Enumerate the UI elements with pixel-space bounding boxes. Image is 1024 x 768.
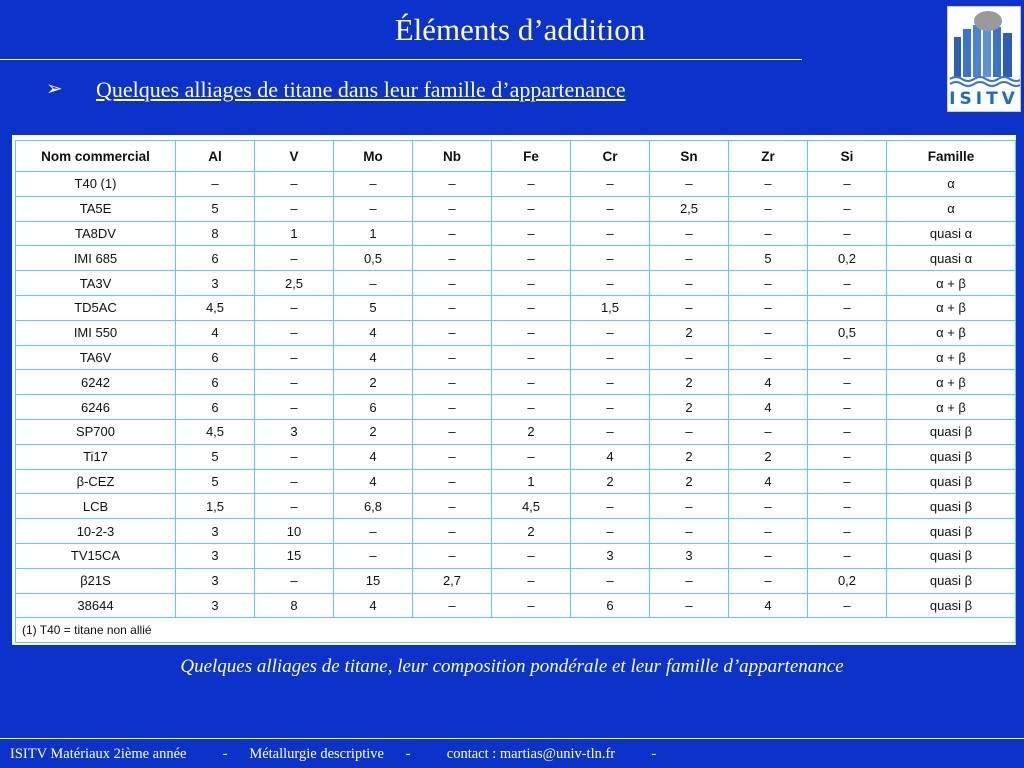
table-cell: – [334, 271, 413, 296]
arrow-bullet-icon: ➢ [46, 76, 63, 100]
table-cell: – [571, 494, 650, 519]
table-cell: – [255, 469, 334, 494]
table-cell: 6 [334, 395, 413, 420]
table-cell: – [255, 370, 334, 395]
table-cell: α + β [887, 370, 1016, 395]
table-cell: 2 [650, 320, 729, 345]
table-cell: quasi β [887, 469, 1016, 494]
alloy-name-cell: TA6V [16, 345, 176, 370]
table-cell: – [808, 345, 887, 370]
table-cell: – [255, 395, 334, 420]
table-cell: – [255, 295, 334, 320]
table-cell: – [808, 593, 887, 618]
table-cell: – [729, 568, 808, 593]
slide-subtitle: Quelques alliages de titane dans leur famille d’appartenance [96, 77, 626, 102]
table-cell: – [729, 345, 808, 370]
table-cell: – [413, 419, 492, 444]
table-row [16, 593, 1016, 618]
table-row [16, 196, 1016, 221]
table-cell: 2 [571, 469, 650, 494]
table-cell: – [729, 494, 808, 519]
table-cell: – [808, 444, 887, 469]
table-cell: – [650, 494, 729, 519]
footer-divider [0, 738, 1024, 739]
table-cell: – [729, 172, 808, 197]
table-cell: – [650, 221, 729, 246]
table-cell: 5 [176, 196, 255, 221]
table-cell: α + β [887, 345, 1016, 370]
table-cell: 0,5 [808, 320, 887, 345]
header-v: V [255, 141, 334, 172]
table-cell: – [492, 444, 571, 469]
alloy-name-cell: T40 (1) [16, 172, 176, 197]
alloy-name-cell: β21S [16, 568, 176, 593]
alloy-name-cell: TV15CA [16, 543, 176, 568]
table-cell: 3 [176, 568, 255, 593]
table-cell: 6 [176, 345, 255, 370]
alloy-name-cell: 6242 [16, 370, 176, 395]
table-cell: 3 [176, 543, 255, 568]
table-cell: 2 [650, 469, 729, 494]
table-row [16, 345, 1016, 370]
isitv-logo-icon [948, 7, 1020, 89]
table-cell: – [729, 543, 808, 568]
table-cell: – [729, 295, 808, 320]
table-cell: – [492, 246, 571, 271]
table-row [16, 494, 1016, 519]
table-cell: 5 [176, 444, 255, 469]
table-cell: – [808, 172, 887, 197]
table-cell: 1 [492, 469, 571, 494]
table-caption: Quelques alliages de titane, leur composition pondérale et leur famille d’appartenance [180, 656, 844, 677]
table-cell: 15 [255, 543, 334, 568]
table-cell: – [650, 593, 729, 618]
alloy-name-cell: TA8DV [16, 221, 176, 246]
table-cell: 3 [255, 419, 334, 444]
table-cell: α + β [887, 320, 1016, 345]
table-cell: – [571, 419, 650, 444]
table-cell: – [808, 221, 887, 246]
table-cell: – [176, 172, 255, 197]
header-mo: Mo [334, 141, 413, 172]
table-cell: – [492, 593, 571, 618]
table-cell: 2,5 [650, 196, 729, 221]
table-cell: – [571, 246, 650, 271]
alloy-name-cell: IMI 685 [16, 246, 176, 271]
header-famille: Famille [887, 141, 1016, 172]
table-row [16, 370, 1016, 395]
table-cell: – [413, 494, 492, 519]
table-cell: 1 [334, 221, 413, 246]
table-cell: 4 [729, 469, 808, 494]
table-cell: – [808, 395, 887, 420]
table-cell: 15 [334, 568, 413, 593]
table-cell: – [413, 271, 492, 296]
table-cell: – [492, 568, 571, 593]
header-zr: Zr [729, 141, 808, 172]
table-row [16, 221, 1016, 246]
header-fe: Fe [492, 141, 571, 172]
table-cell: – [492, 395, 571, 420]
table-cell: – [413, 221, 492, 246]
table-cell: – [808, 494, 887, 519]
table-cell: – [492, 345, 571, 370]
table-cell: 6,8 [334, 494, 413, 519]
table-cell: – [255, 444, 334, 469]
table-cell: quasi β [887, 419, 1016, 444]
table-cell: 2 [492, 419, 571, 444]
alloy-name-cell: TA3V [16, 271, 176, 296]
footer-text: ISITV Matériaux 2ième année - Métallurgie descriptive - contact : martias@univ-tln.fr - [10, 746, 657, 762]
table-cell: – [413, 543, 492, 568]
table-cell: α + β [887, 271, 1016, 296]
alloy-name-cell: TA5E [16, 196, 176, 221]
table-cell: 2 [334, 419, 413, 444]
table-cell: 5 [729, 246, 808, 271]
table-cell: quasi β [887, 593, 1016, 618]
table-cell: – [255, 246, 334, 271]
slide-title: Éléments d’addition [394, 12, 646, 47]
table-cell: 4 [729, 395, 808, 420]
table-cell: – [413, 444, 492, 469]
table-cell: 0,5 [334, 246, 413, 271]
table-cell: – [334, 519, 413, 544]
table-cell: – [255, 494, 334, 519]
table-cell: – [808, 295, 887, 320]
table-header-row [16, 141, 1016, 172]
table-cell: – [334, 196, 413, 221]
table-cell: – [650, 345, 729, 370]
table-cell: 4 [334, 320, 413, 345]
table-cell: 6 [571, 593, 650, 618]
table-cell: – [571, 345, 650, 370]
table-cell: – [571, 221, 650, 246]
table-cell: 4 [334, 345, 413, 370]
table-cell: – [492, 172, 571, 197]
table-note: (1) T40 = titane non allié [16, 618, 1016, 643]
table-cell: 4,5 [492, 494, 571, 519]
table-cell: – [650, 246, 729, 271]
table-cell: – [255, 196, 334, 221]
table-cell: 6 [176, 370, 255, 395]
table-cell: – [492, 196, 571, 221]
table-cell: – [413, 246, 492, 271]
table-cell: quasi β [887, 494, 1016, 519]
table-cell: – [808, 519, 887, 544]
table-cell: 2 [729, 444, 808, 469]
table-cell: – [808, 370, 887, 395]
table-cell: 6 [176, 246, 255, 271]
logo-text: ISITV [949, 89, 1019, 109]
table-cell: 3 [650, 543, 729, 568]
alloy-name-cell: LCB [16, 494, 176, 519]
table-row [16, 320, 1016, 345]
table-row [16, 543, 1016, 568]
table-cell: – [492, 320, 571, 345]
table-cell: 2 [334, 370, 413, 395]
table-cell: – [571, 172, 650, 197]
table-cell: 1 [255, 221, 334, 246]
table-note-row [16, 618, 1016, 643]
table-body [16, 172, 1016, 618]
table-cell: quasi β [887, 444, 1016, 469]
table-cell: 0,2 [808, 568, 887, 593]
table-row [16, 519, 1016, 544]
table-cell: – [571, 395, 650, 420]
isitv-logo [947, 6, 1021, 112]
alloy-table [15, 140, 1016, 643]
table-cell: – [492, 271, 571, 296]
table-row [16, 568, 1016, 593]
table-cell: – [255, 345, 334, 370]
table-cell: – [808, 543, 887, 568]
table-cell: α [887, 196, 1016, 221]
title-divider [0, 59, 802, 60]
header-al: Al [176, 141, 255, 172]
table-cell: 3 [176, 593, 255, 618]
table-cell: 4 [729, 370, 808, 395]
alloy-table-panel [12, 135, 1016, 645]
table-cell: – [255, 568, 334, 593]
header-nb: Nb [413, 141, 492, 172]
alloy-name-cell: Ti17 [16, 444, 176, 469]
table-cell: 4 [176, 320, 255, 345]
table-cell: – [413, 519, 492, 544]
table-cell: 4 [334, 593, 413, 618]
table-cell: α [887, 172, 1016, 197]
table-cell: – [729, 271, 808, 296]
table-cell: – [650, 295, 729, 320]
table-cell: α + β [887, 295, 1016, 320]
table-cell: – [571, 370, 650, 395]
table-cell: – [413, 196, 492, 221]
table-cell: – [808, 419, 887, 444]
table-cell: 6 [176, 395, 255, 420]
header-sn: Sn [650, 141, 729, 172]
table-cell: 4 [334, 469, 413, 494]
table-cell: – [571, 271, 650, 296]
table-row [16, 469, 1016, 494]
header-cr: Cr [571, 141, 650, 172]
table-cell: 5 [176, 469, 255, 494]
table-cell: 2 [650, 370, 729, 395]
table-row [16, 271, 1016, 296]
table-cell: – [808, 196, 887, 221]
table-cell: – [571, 196, 650, 221]
table-cell: – [334, 172, 413, 197]
table-cell: – [334, 543, 413, 568]
table-cell: 4 [571, 444, 650, 469]
table-cell: – [729, 221, 808, 246]
table-cell: 10 [255, 519, 334, 544]
table-cell: α + β [887, 395, 1016, 420]
table-cell: – [413, 370, 492, 395]
table-cell: – [650, 271, 729, 296]
table-cell: 3 [571, 543, 650, 568]
table-cell: – [413, 345, 492, 370]
table-cell: – [808, 271, 887, 296]
table-cell: 2 [492, 519, 571, 544]
table-cell: 2,7 [413, 568, 492, 593]
table-cell: – [255, 172, 334, 197]
table-cell: 2,5 [255, 271, 334, 296]
header-si: Si [808, 141, 887, 172]
table-cell: – [729, 519, 808, 544]
table-cell: 4 [729, 593, 808, 618]
alloy-name-cell: 10-2-3 [16, 519, 176, 544]
table-cell: – [650, 419, 729, 444]
header-nom-commercial: Nom commercial [16, 141, 176, 172]
table-cell: – [650, 568, 729, 593]
table-cell: – [729, 419, 808, 444]
table-cell: – [492, 221, 571, 246]
table-cell: – [413, 395, 492, 420]
table-cell: – [729, 196, 808, 221]
table-cell: 8 [255, 593, 334, 618]
table-cell: 2 [650, 444, 729, 469]
table-cell: 4 [334, 444, 413, 469]
table-cell: – [413, 320, 492, 345]
table-cell: 4,5 [176, 419, 255, 444]
table-cell: 8 [176, 221, 255, 246]
alloy-name-cell: 6246 [16, 395, 176, 420]
table-cell: quasi β [887, 543, 1016, 568]
table-cell: – [492, 543, 571, 568]
table-cell: 1,5 [176, 494, 255, 519]
table-cell: – [808, 469, 887, 494]
table-cell: – [492, 295, 571, 320]
table-cell: – [571, 568, 650, 593]
table-cell: 2 [650, 395, 729, 420]
table-cell: 4,5 [176, 295, 255, 320]
table-cell: – [255, 320, 334, 345]
alloy-name-cell: β-CEZ [16, 469, 176, 494]
table-cell: 0,2 [808, 246, 887, 271]
table-cell: quasi β [887, 519, 1016, 544]
alloy-name-cell: IMI 550 [16, 320, 176, 345]
table-cell: – [650, 519, 729, 544]
table-cell: quasi α [887, 221, 1016, 246]
table-cell: 5 [334, 295, 413, 320]
table-row [16, 295, 1016, 320]
table-row [16, 246, 1016, 271]
table-cell: – [729, 320, 808, 345]
table-row [16, 172, 1016, 197]
alloy-name-cell: SP700 [16, 419, 176, 444]
alloy-name-cell: TD5AC [16, 295, 176, 320]
table-cell: – [571, 320, 650, 345]
table-cell: 3 [176, 519, 255, 544]
table-cell: – [413, 172, 492, 197]
table-row [16, 444, 1016, 469]
table-row [16, 419, 1016, 444]
alloy-name-cell: 38644 [16, 593, 176, 618]
table-cell: – [650, 172, 729, 197]
table-cell: quasi β [887, 568, 1016, 593]
table-cell: – [571, 519, 650, 544]
table-cell: 1,5 [571, 295, 650, 320]
table-cell: 3 [176, 271, 255, 296]
table-cell: – [413, 593, 492, 618]
table-row [16, 395, 1016, 420]
table-cell: – [413, 469, 492, 494]
table-cell: quasi α [887, 246, 1016, 271]
table-cell: – [492, 370, 571, 395]
table-cell: – [413, 295, 492, 320]
